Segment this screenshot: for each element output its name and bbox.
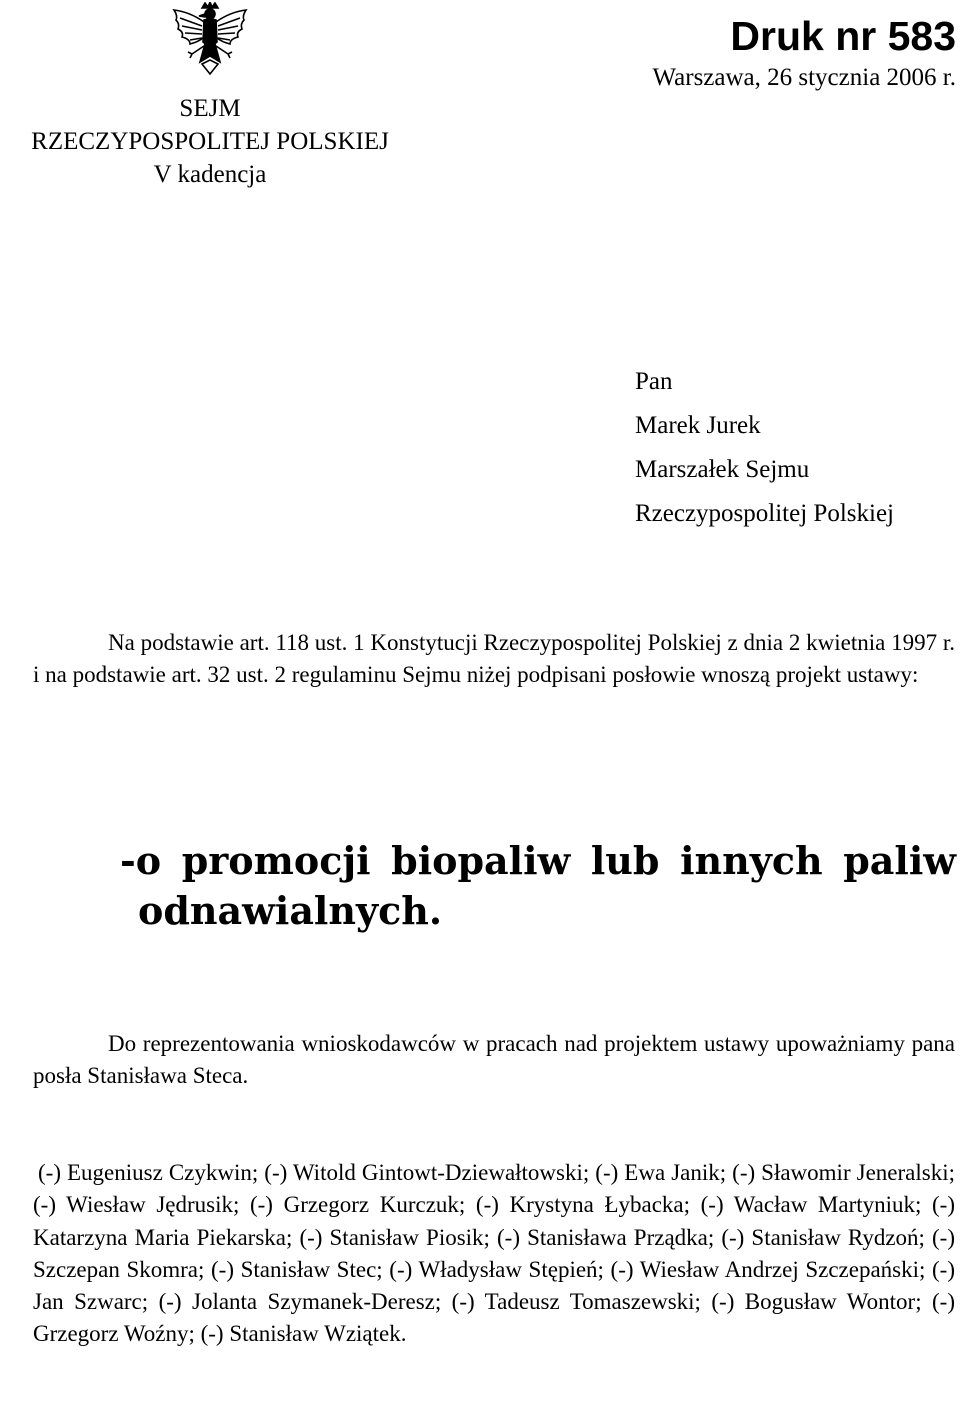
sejm-line-3: V kadencja bbox=[153, 161, 267, 188]
representative-paragraph: Do reprezentowania wnioskodawców w pracach nad projektem ustawy upoważniamy pana posła Stanisława Steca. bbox=[33, 1031, 955, 1088]
document-date: Warszawa, 26 stycznia 2006 r. bbox=[652, 64, 956, 91]
intro-paragraph: Na podstawie art. 118 ust. 1 Konstytucji Rzeczypospolitej Polskiej z dnia 2 kwietnia 1997 r. i na podstawie art. 32 ust. 2 regulaminu Sejmu niżej podpisani posłowie wnoszą projekt ustawy: bbox=[33, 630, 955, 687]
print-number: Druk nr 583 bbox=[730, 13, 956, 59]
signatories-list: (-) Eugeniusz Czykwin; (-) Witold Gintowt-Dziewałtowski; (-) Ewa Janik; (-) Sławomir Jeneralski; (-) Wiesław Jędrusik; (-) Grzegorz Kurczuk; (-) Krystyna Łybacka; (-) Wacław Martyniuk; (-) Katarzyna Maria Piekarska; (-) Stanisław Piosik; (-) Stanisława Prządka; (-) Stanisław Rydzoń; (-) Szczepan Skomra; (-) Stanisław Stec; (-) Władysław Stępień; (-) Wiesław Andrzej Szczepański; (-) Jan Szwarc; (-) Jolanta Szymanek-Deresz; (-) Tadeusz Tomaszewski; (-) Bogusław Wontor; (-) Grzegorz Woźny; (-) Stanisław Wziątek. bbox=[33, 1160, 955, 1347]
addressee-line-1: Pan bbox=[635, 368, 673, 395]
addressee-line-4: Rzeczypospolitej Polskiej bbox=[635, 500, 894, 527]
bill-title: -o promocji biopaliw lub innych paliw odnawialnych. bbox=[120, 838, 956, 933]
polish-eagle-emblem-icon bbox=[160, 2, 260, 82]
sejm-line-1: SEJM bbox=[179, 95, 241, 122]
addressee-line-2: Marek Jurek bbox=[635, 412, 761, 439]
addressee-line-3: Marszałek Sejmu bbox=[635, 456, 810, 483]
addressee-block bbox=[635, 360, 894, 536]
sejm-line-2: RZECZYPOSPOLITEJ POLSKIEJ bbox=[31, 128, 389, 155]
sejm-label bbox=[0, 92, 420, 191]
